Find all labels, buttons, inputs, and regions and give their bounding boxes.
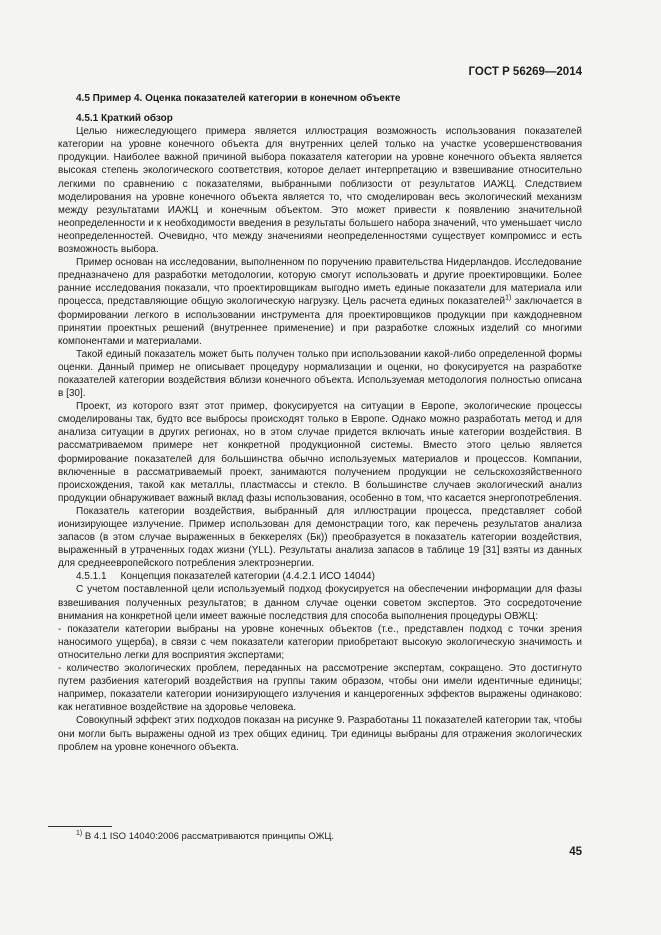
paragraph: Целью нижеследующего примера является иллюстрация возможность использования показателей категории на уровне конечного объекта для внутренних целей только на участке усовершенствования продукции. Наиболее важной причиной выбора показателя категории на уровне конечного объекта является высокая степень экологического соответствия, которое делает интерпретацию и взвешивание относительно легкими по сравнению с показателями, выбранными поблизости от результатов ИАЖЦ. Следствием моделирования на уровне конечного объекта является то, что смоделирован весь экологический механизм между результатами ИАЖЦ и конечным объектом. Это может привести к появлению значительной неопределенности и к необходимости введения в результаты большего набора значений, что уменьшает число неопределенностей. Очевидно, что между значениями неопределенностями существует компромисс и есть возможность выбора. (58, 126, 582, 256)
list-item: - показатели категории выбраны на уровне конечных объектов (т.е., представлен подход с точки зрения наносимого ущерба), в связи с чем показатели категории приобретают высокую экологическую значимость и относительно легки для восприятия экспертами; (58, 623, 582, 661)
page-number: 45 (569, 846, 582, 858)
list-item: - количество экологических проблем, переданных на рассмотрение экспертам, сокращено. Это достигнуто путем разбиения категорий воздействия на группы таким образом, чтобы они имели идентичные единицы; например, показатели категории ионизирующего излучения и канцерогенных эффектов выражены одинаково: как негативное воздействие на здоровье человека. (58, 663, 582, 714)
paragraph: Пример основан на исследовании, выполненном по поручению правительства Нидерландов. Исследование предназначено для разработки методологии, которую смогут использовать и другие проектировщики. Более ранние исследования показали, что проектировщикам выгодно иметь единые показатели для материала или процесса, представляющие общую экологическую нагрузку. Цель расчета единых показателей$^{1)}$ заключается в формировании легкого в использовании инструмента для проектировщиков продукции при каждодневном принятии проектных решений (внутреннее применение) и при разработке сложных изделий со многими компонентами и материалами. (58, 257, 583, 347)
document-code-header: ГОСТ Р 56269—2014 (468, 66, 582, 78)
footnote-reference: 1) (505, 295, 512, 303)
footnote-divider (48, 826, 112, 827)
footnote-mark: 1) (76, 829, 83, 837)
footnote: $^{1)}$ В 4.1 ISO 14040:2006 рассматриваются принципы ОЖЦ. (76, 829, 335, 842)
subsubsection-heading: 4.5.1.1 Концепция показателей категории (4.4.2.1 ИСО 14044) (76, 571, 375, 583)
paragraph: Показатель категории воздействия, выбранный для иллюстрации процесса, представляет собой ионизирующее излучение. Пример использован для демонстрации того, как перечень результатов анализа запасов (в этом случае выраженных в беккерелях (Бк)) преобразуется в показатель категории воздействия, выраженный в утраченных годах жизни (YLL). Результаты анализа запасов в таблице 19 [31] взяты из данных для среднеевропейского потребления электроэнергии. (58, 505, 582, 570)
page-body (58, 92, 582, 754)
paragraph: Проект, из которого взят этот пример, фокусируется на ситуации в Европе, экологические процессы смоделированы так, будто все выбросы происходят только в Европе. Однако можно разработать метод и для анализа ситуации в других регионах, но в этом случае придется включать иные категории воздействия. В рассматриваемом примере нет конкретной продукционной системы. Вместо этого целью является формирование показателей для большинства обычно используемых материалов и процессов. Компании, включенные в рассматриваемый проект, занимаются получением продукции не сельскохозяйственного происхождения, такой как металлы, пластмассы и стекло. В большинстве случаев экологический анализ продукции обнаруживает важный вклад фазы использования, особенно в том, что касается энергопотребления. (58, 401, 582, 504)
paragraph: Такой единый показатель может быть получен только при использовании какой-либо определенной формы оценки. Данный пример не описывает процедуру нормализации и оценки, но фокусируется на разработке показателей категории воздействия вблизи конечного объекта. Используемая методология полностью описана в [30]. (58, 348, 582, 400)
section-heading: 4.5 Пример 4. Оценка показателей категории в конечном объекте (76, 93, 401, 104)
paragraph: Совокупный эффект этих подходов показан на рисунке 9. Разработаны 11 показателей категории так, чтобы они могли быть выражены одной из трех общих единиц. Три единицы выбраны для отражения экологических проблем на уровне конечного объекта. (58, 715, 582, 753)
paragraph: С учетом поставленной цели используемый подход фокусируется на обеспечении информации для фазы взвешивания полученных результатов; в данном случае оценки советом экспертов. Это сосредоточение внимания на конкретной цели имеет важные последствия для способа выполнения процедуры ОВЖЦ: (58, 584, 582, 622)
subsection-heading: 4.5.1 Краткий обзор (76, 113, 173, 125)
